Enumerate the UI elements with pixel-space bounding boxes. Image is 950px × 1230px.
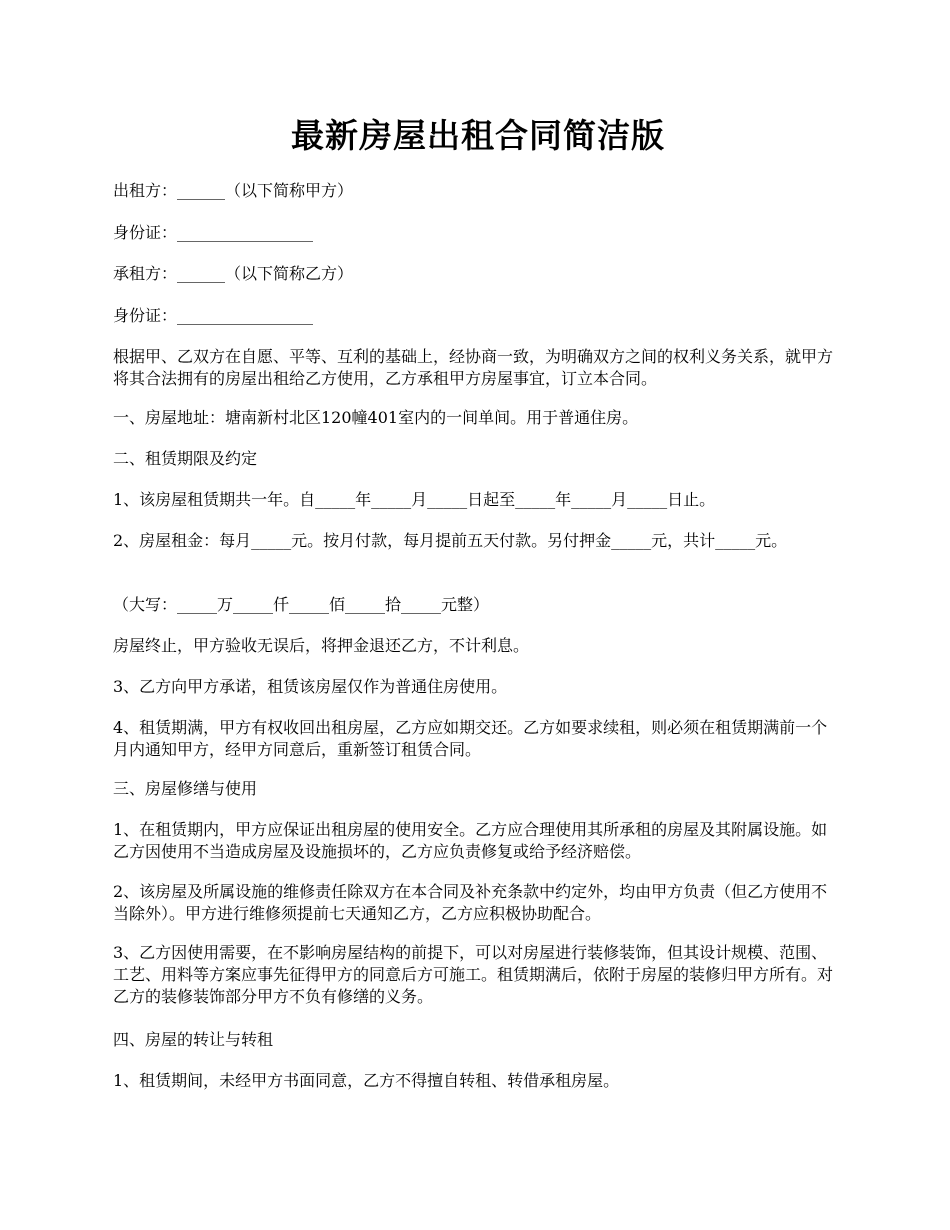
clause-3-3-decoration: 3、乙方因使用需要，在不影响房屋结构的前提下，可以对房屋进行装修装饰，但其设计规模、范围、工艺、用料等方案应事先征得甲方的同意后方可施工。租赁期满后，依附于房屋的装修归甲方所有。对乙方的装修装饰部分甲方不负有修缮的义务。 xyxy=(113,943,834,1006)
section-3-heading: 三、房屋修缮与使用 xyxy=(113,779,258,798)
clause-1-address: 一、房屋地址：塘南新村北区120幢401室内的一间单间。用于普通住房。 xyxy=(113,408,639,427)
clause-3-1-safety: 1、在租赁期内，甲方应保证出租房屋的使用安全。乙方应合理使用其所承租的房屋及其附属设施。如乙方因使用不当造成房屋及设施损坏的，乙方应负责修复或给予经济赔偿。 xyxy=(113,820,828,861)
lessee-line: 承租方：______（以下简称乙方） xyxy=(113,264,354,283)
lessor-id-line: 身份证：_________________ xyxy=(113,223,314,242)
lessee-id-line: 身份证：_________________ xyxy=(113,306,314,325)
clause-2-4-renewal: 4、租赁期满，甲方有权收回出租房屋，乙方应如期交还。乙方如要求续租，则必须在租赁期满前一个月内通知甲方，经甲方同意后，重新签订租赁合同。 xyxy=(113,718,828,759)
clause-4-1-sublet: 1、租赁期间，未经甲方书面同意，乙方不得擅自转租、转借承租房屋。 xyxy=(113,1071,620,1090)
preamble-paragraph: 根据甲、乙双方在自愿、平等、互利的基础上，经协商一致，为明确双方之间的权利义务关系，就甲方将其合法拥有的房屋出租给乙方使用，乙方承租甲方房屋事宜，订立本合同。 xyxy=(113,347,834,388)
document-title: 最新房屋出租合同简洁版 xyxy=(291,116,665,155)
lessor-line: 出租方：______（以下简称甲方） xyxy=(113,181,354,200)
clause-2-1-term: 1、该房屋租赁期共一年。自_____年_____月_____日起至_____年_____月_____日止。 xyxy=(113,490,716,509)
clause-3-2-maintenance: 2、该房屋及所属设施的维修责任除双方在本合同及补充条款中约定外，均由甲方负责（但乙方使用不当除外）。甲方进行维修须提前七天通知乙方，乙方应积极协助配合。 xyxy=(113,882,828,923)
clause-2-2-rent: 2、房屋租金：每月_____元。按月付款，每月提前五天付款。另付押金_____元，共计_____元。 xyxy=(113,531,788,550)
amount-in-words-line: （大写：_____万_____仟_____佰_____拾_____元整） xyxy=(113,595,490,614)
section-2-heading: 二、租赁期限及约定 xyxy=(113,449,258,468)
section-4-heading: 四、房屋的转让与转租 xyxy=(113,1030,274,1049)
deposit-refund-paragraph: 房屋终止，甲方验收无误后，将押金退还乙方，不计利息。 xyxy=(113,636,530,655)
clause-2-3-usage: 3、乙方向甲方承诺，租赁该房屋仅作为普通住房使用。 xyxy=(113,677,508,696)
